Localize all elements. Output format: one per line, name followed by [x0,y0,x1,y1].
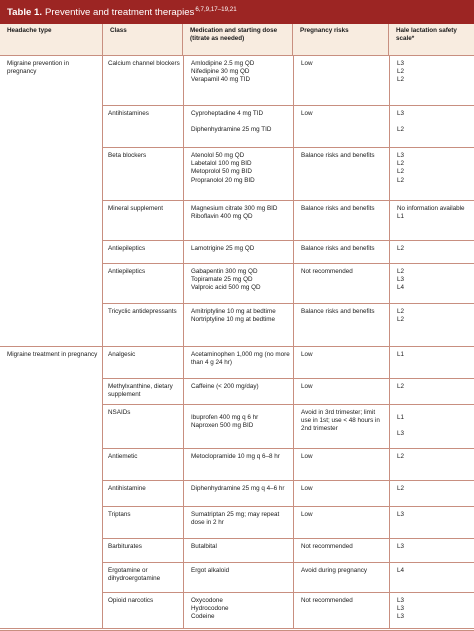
lactation-cell [389,304,474,346]
lactation-item: L3 [397,276,405,284]
medication-cell [183,563,293,592]
lactation-item: L3 [397,152,405,159]
class-cell: Triptans [108,511,131,518]
section-rows [102,347,474,628]
table-row [103,507,474,539]
lactation-cell [389,56,474,105]
medication-item: Valproic acid 500 mg QD [191,284,261,292]
medication-item: Lamotrigine 25 mg QD [191,245,255,252]
lactation-item: L2 [397,68,405,76]
medication-cell [183,201,293,240]
lactation-cell [389,539,474,562]
lactation-item: L2 [397,126,405,134]
class-cell: Antihistamine [108,485,146,492]
pregnancy-risk-cell: Not recommended [293,539,389,562]
class-cell: Antiemetic [108,453,138,460]
headache-type-cell: Migraine prevention in pregnancy [7,60,69,75]
medication-item: Propranolol 20 mg BID [191,176,255,184]
medication-item: Sumatriptan 25 mg; may repeat dose in 2 hr [191,511,280,527]
lactation-item: L2 [397,176,405,184]
lactation-item: No information available [397,205,465,212]
medication-item: Atenolol 50 mg QD [191,152,245,159]
pregnancy-risk-cell: Avoid in 3rd trimester; limit use in 1st; use < 48 hours in 2nd trimester [293,405,389,448]
lactation-item: L2 [397,268,405,275]
section-0 [0,56,474,347]
column-header-headache-type: Headache type [7,27,52,34]
table-row [103,201,474,241]
medication-cell [183,481,293,506]
pregnancy-risk-cell: Avoid during pregnancy [293,563,389,592]
table-header-row [0,24,474,56]
medication-item: Acetaminophen 1,000 mg (no more than 4 g 24 hr) [191,351,290,367]
pregnancy-risk-cell: Low [293,507,389,538]
lactation-cell [389,593,474,628]
headache-type-cell: Migraine treatment in pregnancy [7,351,98,358]
medication-cell [183,593,293,628]
lactation-item: L3 [397,605,405,613]
medication-item: Ibuprofen 400 mg q 6 hr [191,414,259,421]
medication-item: Nortriptyline 10 mg at bedtime [191,316,275,324]
medication-item: Labetalol 100 mg BID [191,160,252,168]
section-1 [0,347,474,629]
pregnancy-risk-cell: Balance risks and benefits [293,148,389,200]
medication-cell [183,379,293,404]
medication-cell [183,347,293,378]
table-row [103,379,474,405]
pregnancy-risk-cell: Low [293,481,389,506]
table-row [103,593,474,628]
medication-item: Verapamil 40 mg TID [191,76,251,84]
pregnancy-risk-cell: Balance risks and benefits [293,241,389,263]
column-header-medication: Medication and starting dose (titrate as needed) [182,24,292,55]
lactation-cell [389,379,474,404]
lactation-item: L3 [397,597,405,604]
lactation-cell [389,507,474,538]
column-header-class: Class [102,24,182,55]
lactation-item: L3 [397,613,405,621]
medication-cell [183,449,293,480]
medication-item: Nifedipine 30 mg QD [191,68,250,76]
medication-cell [183,56,293,105]
lactation-cell [389,347,474,378]
lactation-item: L2 [397,453,405,460]
class-cell: Barbiturates [108,543,142,550]
column-header-lactation-scale: Hale lactation safety scale* [388,24,474,55]
lactation-item: L4 [397,567,405,574]
lactation-cell [389,264,474,303]
table-row [103,449,474,481]
table-row [103,264,474,304]
class-cell: Tricyclic antidepressants [108,308,177,315]
table-body [0,56,474,629]
medication-item: Riboflavin 400 mg QD [191,213,253,221]
class-cell: Beta blockers [108,152,147,159]
lactation-item: L1 [397,213,405,221]
table-row [103,56,474,106]
class-cell: NSAIDs [108,409,131,416]
lactation-item: L3 [397,110,405,117]
lactation-cell [389,241,474,263]
table-number: Table 1. [7,6,43,18]
medication-item: Oxycodone [191,597,223,604]
lactation-item: L2 [397,308,405,315]
class-cell: Analgesic [108,351,136,358]
medication-item: Codeine [191,613,215,621]
lactation-cell [389,106,474,147]
pregnancy-risk-cell: Not recommended [293,593,389,628]
medication-item: Magnesium citrate 300 mg BID [191,205,278,212]
lactation-cell [389,563,474,592]
pregnancy-risk-cell: Balance risks and benefits [293,304,389,346]
pregnancy-risk-cell: Low [293,56,389,105]
table-row [103,539,474,563]
class-cell: Calcium channel blockers [108,60,180,67]
medication-cell [183,106,293,147]
class-cell: Antiepileptics [108,268,146,275]
medication-item: Ergot alkaloid [191,567,230,574]
lactation-item: L2 [397,245,405,252]
pregnancy-risk-cell: Low [293,449,389,480]
pregnancy-risk-cell: Low [293,379,389,404]
medication-item: Cyproheptadine 4 mg TID [191,110,263,117]
lactation-item: L2 [397,383,405,390]
lactation-cell [389,201,474,240]
medication-item: Hydrocodone [191,605,229,613]
lactation-item: L3 [397,543,405,550]
medication-item: Amitriptyline 10 mg at bedtime [191,308,276,315]
pregnancy-risk-cell: Low [293,347,389,378]
column-header-pregnancy-risks: Pregnancy risks [292,24,388,55]
table-row [103,405,474,449]
pregnancy-risk-cell: Not recommended [293,264,389,303]
lactation-item: L1 [397,351,405,358]
medication-cell [183,507,293,538]
lactation-item: L3 [397,511,405,518]
lactation-item: L2 [397,168,405,176]
lactation-item: L2 [397,76,405,84]
medication-cell [183,264,293,303]
table-title-references: 6,7,9,17–19,21 [195,5,237,13]
medication-item: Caffeine (< 200 mg/day) [191,383,259,390]
table-row [103,106,474,148]
section-rows [102,56,474,346]
medication-cell [183,405,293,448]
table-row [103,347,474,379]
pregnancy-risk-cell: Low [293,106,389,147]
class-cell: Opioid narcotics [108,597,154,604]
lactation-item: L1 [397,414,405,421]
medication-item: Gabapentin 300 mg QD [191,268,258,275]
pregnancy-risk-cell: Balance risks and benefits [293,201,389,240]
medication-item: Naproxen 500 mg BID [191,422,254,430]
medication-item: Butalbital [191,543,217,550]
medication-cell [183,539,293,562]
lactation-cell [389,148,474,200]
table-row [103,481,474,507]
medication-cell [183,148,293,200]
lactation-item: L2 [397,316,405,324]
table-row [103,241,474,264]
class-cell: Antihistamines [108,110,149,117]
medication-item: Metoprolol 50 mg BID [191,168,252,176]
class-cell: Methylxanthine, dietary supplement [108,383,173,399]
lactation-item: L3 [397,430,405,438]
lactation-item: L2 [397,160,405,168]
medication-item: Topiramate 25 mg QD [191,276,253,284]
medication-cell [183,241,293,263]
medication-item: Diphenhydramine 25 mg q 4–6 hr [191,485,285,492]
table-row [103,148,474,201]
lactation-item: L3 [397,60,405,67]
lactation-cell [389,481,474,506]
table-row [103,304,474,346]
class-cell: Ergotamine or dihydroergotamine [108,567,161,583]
lactation-cell [389,449,474,480]
medication-cell [183,304,293,346]
lactation-item: L4 [397,284,405,292]
table-row [103,563,474,593]
medication-item: Metoclopramide 10 mg q 6–8 hr [191,453,280,460]
lactation-item: L2 [397,485,405,492]
class-cell: Antiepileptics [108,245,146,252]
lactation-cell [389,405,474,448]
class-cell: Mineral supplement [108,205,163,212]
medication-item: Amlodipine 2.5 mg QD [191,60,255,67]
table-title: Preventive and treatment therapies [45,6,195,18]
table-title-bar [0,0,474,24]
medication-item: Diphenhydramine 25 mg TID [191,126,272,134]
